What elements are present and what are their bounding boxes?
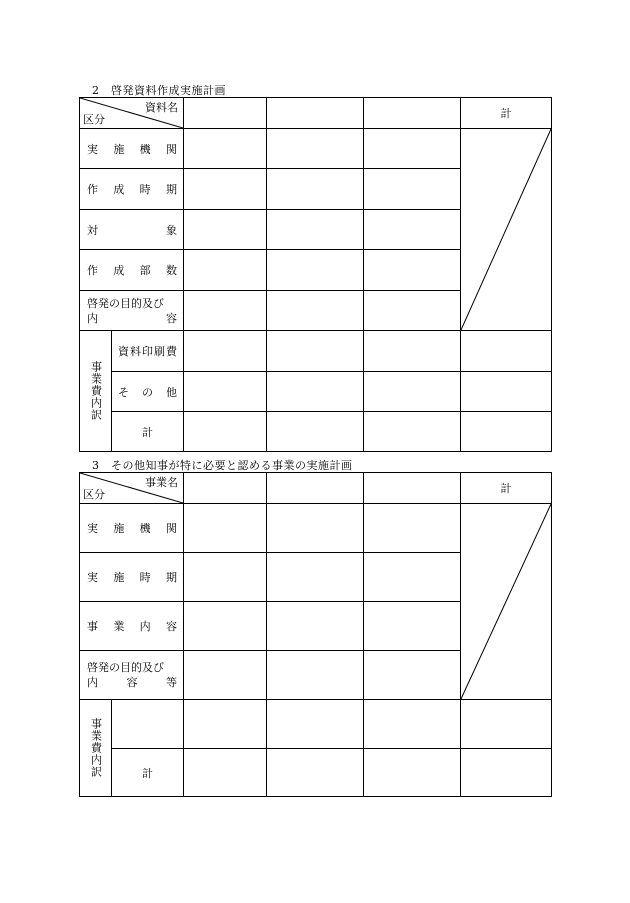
total-diagonal-cell [461,129,552,331]
purpose-label-line2c: 等 [166,676,177,689]
total-column-header: 計 [461,98,552,129]
cell[interactable] [267,553,364,602]
cell[interactable] [267,250,364,291]
label-char: 実 [87,142,98,156]
label-char: 機 [139,142,151,156]
label-char: 印 [142,345,153,358]
project-col-3[interactable] [364,473,461,504]
label-char: 事 [87,620,98,633]
total-diagonal-cell [461,504,552,700]
header-category-label: 区分 [83,488,105,501]
label-char: 成 [113,264,125,277]
header-item-name-label: 資料名 [145,101,178,114]
cell[interactable] [461,412,552,452]
item-col-1[interactable] [184,98,267,129]
cost-row-label-printing [112,331,184,372]
cell[interactable] [184,602,267,651]
label-char: 部 [139,264,151,277]
cost-row-label-total: 計 [112,412,184,452]
purpose-label-line2b: 容 [166,311,177,325]
cost-breakdown-group-label: 事業費内訳 [80,700,112,797]
cell[interactable] [184,651,267,700]
row-label-implementing-agency [80,504,184,553]
label-char: 施 [113,571,125,584]
cell[interactable] [184,700,267,749]
label-char: 実 [87,522,98,535]
section2-header-diagonal [80,98,184,129]
cell[interactable] [364,291,461,331]
item-col-2[interactable] [267,98,364,129]
cell[interactable] [184,331,267,372]
cost-row-label-other [112,372,184,412]
section3-header-diagonal [80,473,184,504]
label-char: 期 [165,183,177,196]
row-label-creation-period [80,169,184,210]
label-char: 施 [113,142,125,156]
cell[interactable] [461,749,552,797]
cell[interactable] [364,749,461,797]
cell[interactable] [364,210,461,250]
project-col-2[interactable] [267,473,364,504]
cell[interactable] [267,169,364,210]
cell[interactable] [184,169,267,210]
purpose-label-line1: 啓発の目的及び [87,661,164,674]
row-label-target [80,210,184,250]
row-label-copies [80,250,184,291]
total-column-header: 計 [461,473,552,504]
cell[interactable] [364,331,461,372]
row-label-implementation-period [80,553,184,602]
label-char: 施 [113,522,125,535]
cell[interactable] [364,372,461,412]
cell[interactable] [184,504,267,553]
cell[interactable] [364,169,461,210]
label-char: 内 [139,620,151,633]
cell[interactable] [184,372,267,412]
cell[interactable] [364,651,461,700]
cell[interactable] [184,210,267,250]
label-char: 対 [87,223,98,237]
cell[interactable] [364,602,461,651]
purpose-label-line2b: 容 [126,676,138,689]
label-char: 関 [165,522,177,535]
cell[interactable] [364,129,461,169]
cell[interactable] [267,700,364,749]
label-char: 機 [139,522,151,535]
label-char: 作 [87,264,98,277]
label-char: 関 [165,142,177,156]
cell[interactable] [267,602,364,651]
cell[interactable] [364,553,461,602]
row-label-implementing-agency [80,129,184,169]
section3-caption: 3 その他知事が特に必要と認める事業の実施計画 [92,459,353,472]
cell[interactable] [461,372,552,412]
label-char: 時 [139,571,151,584]
cell[interactable] [364,504,461,553]
section3-table [79,472,552,797]
label-char: 期 [165,571,177,584]
label-char: 数 [165,264,177,277]
label-char: 実 [87,571,98,584]
item-col-3[interactable] [364,98,461,129]
label-char: の [142,385,153,399]
header-category-label: 区分 [83,113,105,126]
label-char: 容 [165,620,177,633]
label-char: 他 [166,385,177,399]
cell[interactable] [267,331,364,372]
cost-row-label-blank[interactable] [112,700,184,749]
purpose-label-line1: 啓発の目的及び [87,296,164,310]
cell[interactable] [184,749,267,797]
label-char: 象 [166,223,177,237]
purpose-label-line2a: 内 [87,311,98,325]
cell[interactable] [267,291,364,331]
cell[interactable] [364,700,461,749]
cell[interactable] [184,412,267,452]
purpose-label-line2a: 内 [87,676,98,689]
cell[interactable] [267,412,364,452]
cost-breakdown-group-label: 事業費内訳 [80,331,112,452]
cell[interactable] [364,250,461,291]
label-char: 費 [166,345,177,358]
row-label-purpose [80,651,184,700]
cell[interactable] [184,129,267,169]
cell[interactable] [184,250,267,291]
row-label-project-content [80,602,184,651]
label-char: 料 [130,345,141,358]
cell[interactable] [461,700,552,749]
label-char: 業 [113,620,125,633]
cell[interactable] [267,749,364,797]
cell[interactable] [267,651,364,700]
section2-caption: 2 啓発資料作成実施計画 [92,84,226,97]
label-char: 時 [139,183,151,196]
project-col-1[interactable] [184,473,267,504]
section2-table [79,97,552,452]
label-char: 刷 [154,345,165,358]
cell[interactable] [267,504,364,553]
cell[interactable] [267,210,364,250]
cell[interactable] [461,331,552,372]
row-label-purpose [80,291,184,331]
cell[interactable] [364,412,461,452]
cell[interactable] [184,553,267,602]
label-char: 資 [118,345,129,358]
cell[interactable] [267,129,364,169]
cost-row-label-total: 計 [112,749,184,797]
cell[interactable] [267,372,364,412]
label-char: 作 [87,183,98,196]
header-project-name-label: 事業名 [145,476,178,489]
label-char: そ [118,385,129,399]
cell[interactable] [184,291,267,331]
label-char: 成 [113,183,125,196]
